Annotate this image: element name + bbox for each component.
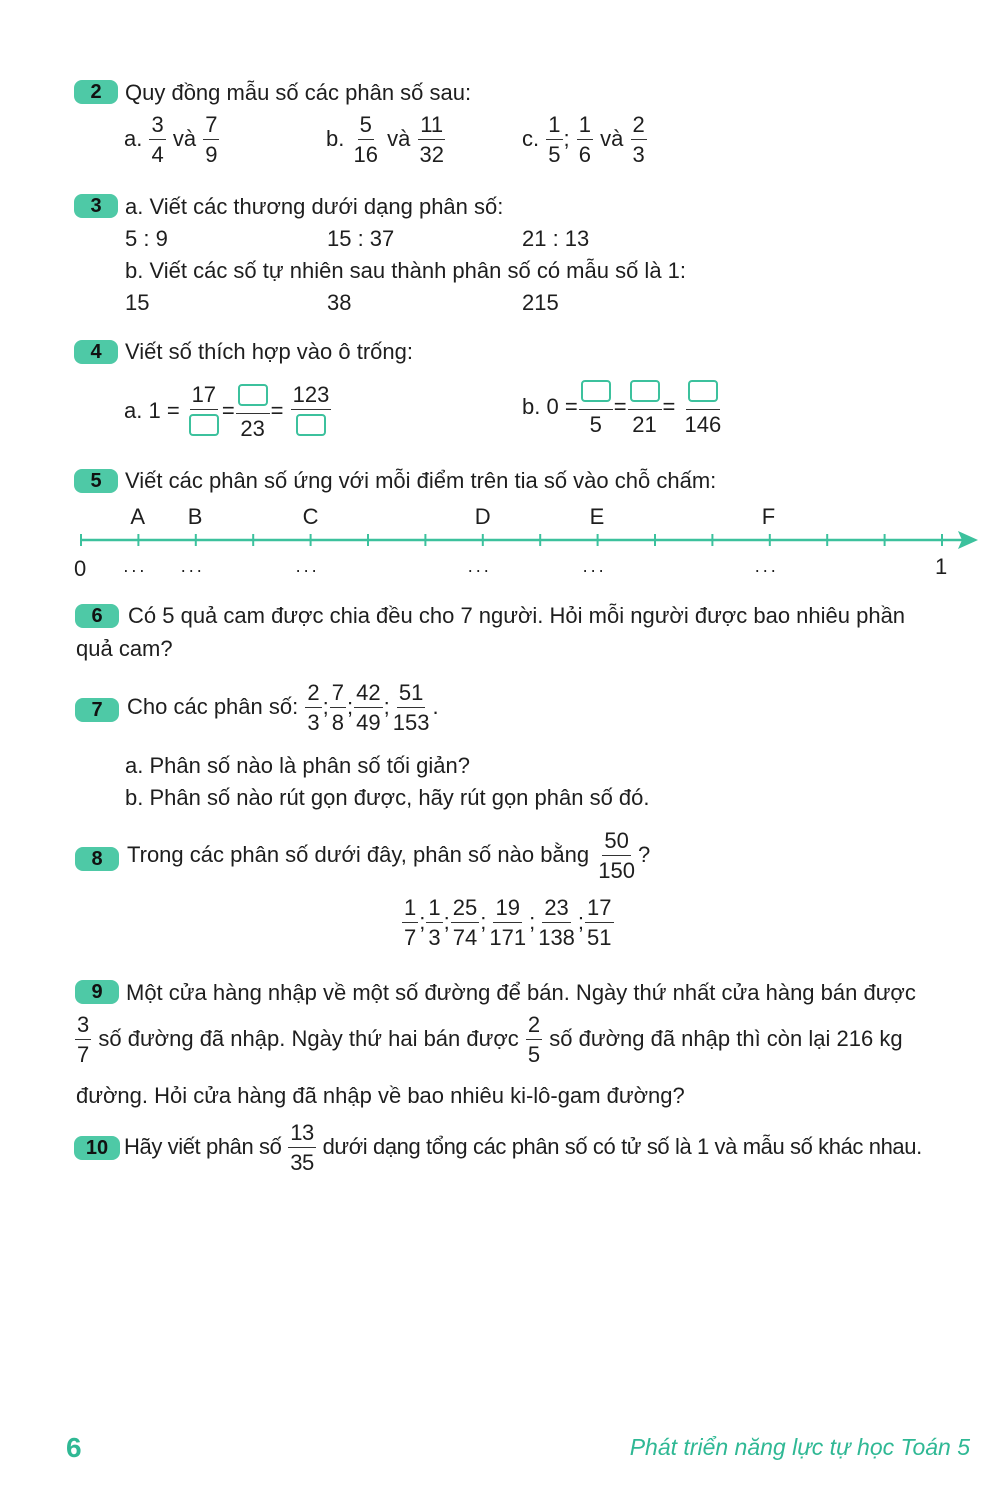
answer-placeholder[interactable]: ... xyxy=(582,556,607,576)
point-label: C xyxy=(302,504,319,529)
exercise-prompt: Quy đồng mẫu số các phân số sau: xyxy=(125,80,472,105)
equals-sign: = xyxy=(270,397,284,423)
part-label: c. xyxy=(522,125,540,151)
fraction: 146 xyxy=(683,380,724,436)
end-label: 1 xyxy=(935,554,948,579)
fraction: $\frac{13}{35}$ xyxy=(290,1120,314,1175)
target-fraction: $\frac{50}{150}$ xyxy=(598,828,635,883)
part-a xyxy=(124,384,332,440)
equals-sign: = xyxy=(564,393,578,419)
start-label: 0 xyxy=(74,556,87,581)
answer-box[interactable] xyxy=(189,414,219,436)
point-label: E xyxy=(589,504,605,529)
exercise-badge: 9 xyxy=(75,980,119,1004)
answer-box[interactable] xyxy=(296,414,326,436)
fraction: $\frac{3}{7}$ xyxy=(77,1012,90,1067)
part-label: a. xyxy=(124,125,143,151)
exercise-badge: 6 xyxy=(75,604,119,628)
exercise-badge: 5 xyxy=(74,469,118,493)
exercise-badge: 10 xyxy=(74,1136,120,1160)
arrow-right-icon xyxy=(958,531,978,549)
question-mark: ? xyxy=(637,841,651,867)
exercise-prompt: Viết số thích hợp vào ô trống: xyxy=(125,339,413,364)
fraction: $\frac{25}{74}$ xyxy=(452,895,478,950)
exercise-prompt xyxy=(127,830,650,882)
equals-sign: = xyxy=(221,397,235,423)
fraction: 5 xyxy=(579,380,613,436)
point-label: A xyxy=(130,504,146,529)
quotient-item: 5 : 9 xyxy=(125,226,168,251)
fraction: $\frac{17}{51}$ xyxy=(587,895,612,950)
exercise-text-line1: Một cửa hàng nhập về một số đường để bán. Ngày thứ nhất cửa hàng bán được xyxy=(126,980,916,1005)
part-label: b. 0 xyxy=(522,393,559,419)
answer-placeholder[interactable]: ... xyxy=(754,556,779,576)
separator: ; xyxy=(577,908,585,934)
part-a xyxy=(124,114,220,166)
natural-item: 215 xyxy=(522,290,559,315)
separator: ; xyxy=(383,693,390,719)
exercise-text-line2 xyxy=(74,1014,903,1066)
exercise-text-line2: quả cam? xyxy=(76,636,173,661)
point-label: D xyxy=(474,504,491,529)
fraction: $\frac{1}{6}$ xyxy=(578,112,591,167)
exercise-badge: 4 xyxy=(74,340,118,364)
exercise-text-line3: đường. Hỏi cửa hàng đã nhập về bao nhiêu ki-lô-gam đường? xyxy=(76,1083,685,1108)
fraction: $\frac{42}{49}$ xyxy=(356,680,381,735)
fraction: $\frac{19}{171}$ xyxy=(489,895,527,950)
fraction: $\frac{7}{8}$ xyxy=(331,680,344,735)
exercise-badge: 3 xyxy=(74,194,118,218)
question-a: a. Phân số nào là phân số tối giản? xyxy=(125,753,470,778)
natural-item: 15 xyxy=(125,290,150,315)
answer-placeholder[interactable]: ... xyxy=(180,556,205,576)
text-segment: số đường đã nhập. Ngày thứ hai bán được xyxy=(98,1025,519,1051)
point-label: F xyxy=(761,504,776,529)
page-number: 6 xyxy=(66,1432,82,1463)
fraction: 21 xyxy=(628,380,662,436)
part-b xyxy=(522,380,724,436)
exercise-prompt: Viết các phân số ứng với mỗi điểm trên tia số vào chỗ chấm: xyxy=(125,468,717,493)
part-label: a. 1 xyxy=(124,397,161,423)
exercise-badge: 2 xyxy=(74,80,118,104)
answer-box[interactable] xyxy=(238,384,268,406)
text-segment: dưới dạng tổng các phân số có tử số là 1 và mẫu số khác nhau. xyxy=(322,1133,922,1159)
fraction: $\frac{2}{5}$ xyxy=(527,1012,541,1067)
answer-box[interactable] xyxy=(688,380,718,402)
book-title: Phát triển năng lực tự học Toán 5 xyxy=(629,1434,970,1460)
exercise-text-line1: Có 5 quả cam được chia đều cho 7 người. Hỏi mỗi người được bao nhiêu phần xyxy=(128,603,906,628)
fraction: $\frac{23}{138}$ xyxy=(538,895,575,950)
prompt-text: Trong các phân số dưới đây, phân số nào bằng xyxy=(127,841,590,867)
text-segment: số đường đã nhập thì còn lại 216 kg xyxy=(549,1025,903,1051)
separator: ; xyxy=(529,908,536,934)
fraction: $\frac{11}{32}$ xyxy=(419,112,444,167)
quotient-item: 21 : 13 xyxy=(522,226,590,251)
fraction: $\frac{1}{7}$ xyxy=(404,895,417,950)
part-c xyxy=(522,114,648,166)
equals-sign: = xyxy=(166,397,180,423)
prompt-text: Cho các phân số: xyxy=(127,693,299,719)
fraction-list xyxy=(401,897,615,949)
separator: ; xyxy=(346,693,354,719)
separator: ; xyxy=(563,125,570,151)
part-b xyxy=(326,114,447,166)
exercise-prompt-b: b. Viết các số tự nhiên sau thành phân số có mẫu số là 1: xyxy=(125,258,687,283)
fraction: $\frac{1}{3}$ xyxy=(428,895,441,950)
equals-sign: = xyxy=(613,393,627,419)
fraction: $\frac{1}{5}$ xyxy=(548,112,561,167)
part-label: b. xyxy=(326,125,345,151)
answer-placeholder[interactable]: ... xyxy=(467,556,492,576)
fraction: $\frac{51}{153}$ xyxy=(392,680,430,735)
fraction: $\frac{2}{3}$ xyxy=(632,112,645,167)
quotient-item: 15 : 37 xyxy=(327,226,395,251)
joiner: và xyxy=(172,125,197,151)
fraction: 23 xyxy=(236,384,270,440)
fraction: $\frac{7}{9}$ xyxy=(205,112,218,167)
fraction: $\frac{2}{3}$ xyxy=(307,680,320,735)
natural-item: 38 xyxy=(327,290,352,315)
answer-box[interactable] xyxy=(581,380,611,402)
fraction: $\frac{5}{16}$ xyxy=(353,112,378,167)
separator: ; xyxy=(443,908,450,934)
fraction: 123 xyxy=(291,384,332,440)
exercise-badge: 7 xyxy=(75,698,119,722)
joiner: và xyxy=(600,125,624,151)
separator: ; xyxy=(322,693,329,719)
text-segment: Hãy viết phân số xyxy=(124,1133,282,1159)
answer-placeholder[interactable]: ... xyxy=(123,556,148,576)
answer-placeholder[interactable]: ... xyxy=(295,556,320,576)
fraction: 17 xyxy=(187,384,221,440)
exercise-badge: 8 xyxy=(75,847,119,871)
question-b: b. Phân số nào rút gọn được, hãy rút gọn phân số đó. xyxy=(125,785,650,810)
joiner: và xyxy=(387,125,411,151)
point-label: B xyxy=(187,504,203,529)
exercise-text xyxy=(124,1122,922,1174)
fraction: $\frac{3}{4}$ xyxy=(151,112,164,167)
exercise-prompt-a: a. Viết các thương dưới dạng phân số: xyxy=(125,194,504,219)
equals-sign: = xyxy=(662,393,676,419)
separator: ; xyxy=(419,908,426,934)
separator: ; xyxy=(480,908,487,934)
answer-box[interactable] xyxy=(630,380,660,402)
period: . xyxy=(432,693,439,719)
exercise-prompt xyxy=(127,682,439,734)
